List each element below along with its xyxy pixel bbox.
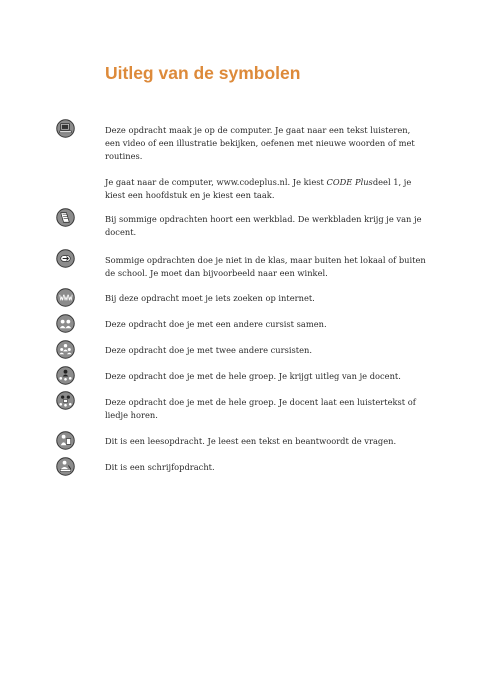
- computer-icon: [56, 119, 75, 138]
- text-line: Deze opdracht doe je met een andere cursist samen.: [105, 319, 327, 329]
- text-line: liedje horen.: [105, 410, 158, 420]
- text-line: Deze opdracht maak je op de computer. Je gaat naar een tekst luisteren,: [105, 125, 411, 135]
- pair-icon: [56, 314, 75, 333]
- text-line: Deze opdracht doe je met de hele groep. Je docent laat een luistertekst of: [105, 397, 416, 407]
- writing-icon: [56, 457, 75, 476]
- group-of-three-icon: [56, 340, 75, 359]
- whole-group-teacher-icon: [56, 366, 75, 385]
- text-line: een video of een illustratie bekijken, oefenen met nieuwe woorden of met: [105, 138, 415, 148]
- text-line: Deze opdracht doe je met twee andere cursisten.: [105, 345, 312, 355]
- reading-icon: [56, 431, 75, 450]
- text-line: Deze opdracht doe je met de hele groep. Je krijgt uitleg van je docent.: [105, 371, 401, 381]
- text-line: Dit is een schrijfopdracht.: [105, 462, 215, 472]
- internet-www-icon: [56, 288, 75, 307]
- product-name: CODE Plus: [326, 177, 373, 187]
- text-line: Sommige opdrachten doe je niet in de klas, maar buiten het lokaal of buiten: [105, 255, 426, 265]
- text-line: de school. Je moet dan bijvoorbeeld naar een winkel.: [105, 268, 328, 278]
- workbook-icon: [56, 208, 75, 227]
- text-line: Bij sommige opdrachten hoort een werkblad. De werkbladen krijg je van je: [105, 214, 422, 224]
- text-line: Dit is een leesopdracht. Je leest een tekst en beantwoordt de vragen.: [105, 436, 397, 446]
- page-title: Uitleg van de symbolen: [105, 63, 301, 83]
- whole-group-listening-icon: [56, 391, 75, 410]
- text-line: Je gaat naar de computer, www.codeplus.nl. Je kiest CODE Plusdeel 1, je: [105, 177, 412, 187]
- text-line: routines.: [105, 151, 143, 161]
- text-line: Bij deze opdracht moet je iets zoeken op internet.: [105, 293, 315, 303]
- outside-arrow-icon: [56, 249, 75, 268]
- text-line: kiest een hoofdstuk en je kiest een taak.: [105, 190, 275, 200]
- text-line: docent.: [105, 227, 137, 237]
